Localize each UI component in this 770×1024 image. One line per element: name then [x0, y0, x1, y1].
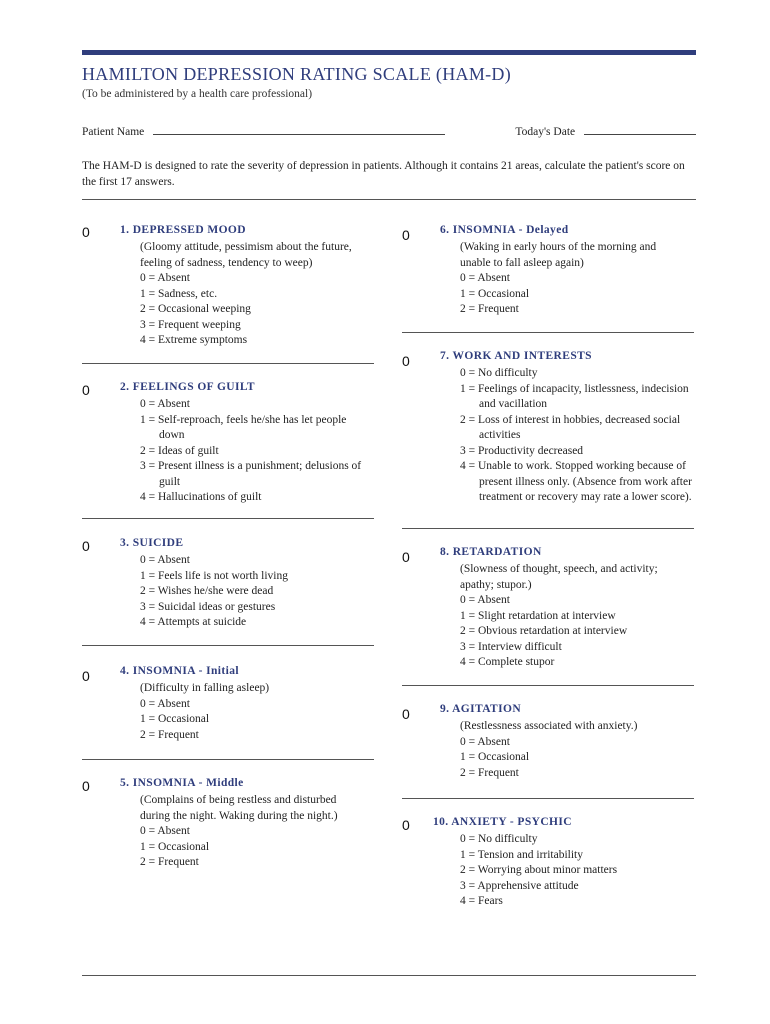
- item-options: [460, 832, 696, 910]
- page-title: HAMILTON DEPRESSION RATING SCALE (HAM-D): [82, 64, 512, 84]
- item-heading: 10. ANXIETY - PSYCHIC: [433, 816, 572, 828]
- item-heading: 3. SUICIDE: [120, 537, 184, 549]
- option-line: 3 = Present illness is a punishment; delusions of guilt: [140, 460, 362, 488]
- section-divider: [402, 685, 694, 686]
- option-line: (Waking in early hours of the morning and: [460, 241, 657, 253]
- score-value[interactable]: 0: [402, 227, 410, 243]
- option-line: during the night. Waking during the night.): [140, 809, 338, 822]
- option-line: 2 = Frequent: [460, 303, 519, 315]
- item-heading: 4. INSOMNIA - Initial: [120, 665, 239, 677]
- score-value[interactable]: 0: [402, 549, 410, 565]
- option-line: 1 = Occasional: [460, 751, 530, 763]
- patient-name-field[interactable]: [82, 124, 445, 138]
- item-heading: 7. WORK AND INTERESTS: [440, 350, 592, 362]
- option-line: 0 = Absent: [140, 825, 190, 837]
- option-line: 0 = Absent: [140, 697, 190, 710]
- option-line: 1 = Self-reproach, feels he/she has let people down: [140, 413, 347, 441]
- option-line: 1 = Tension and irritability: [460, 848, 584, 861]
- option-line: 0 = Absent: [460, 735, 510, 748]
- item-options: [460, 366, 698, 506]
- option-line: 3 = Suicidal ideas or gestures: [140, 600, 276, 613]
- option-line: 4 = Extreme symptoms: [140, 334, 248, 346]
- todays-date-blank[interactable]: [584, 124, 696, 135]
- todays-date-field[interactable]: [515, 124, 696, 138]
- option-line: 2 = Occasional weeping: [140, 303, 251, 315]
- score-value[interactable]: 0: [402, 353, 410, 369]
- option-line: 0 = Absent: [140, 554, 190, 566]
- section-divider: [402, 528, 694, 529]
- score-value[interactable]: 0: [82, 668, 90, 684]
- section-divider: [402, 332, 694, 333]
- option-line: 1 = Occasional: [140, 840, 210, 853]
- option-line: 2 = Frequent: [140, 728, 199, 741]
- option-line: (Complains of being restless and disturbed: [140, 794, 337, 806]
- item-heading: 9. AGITATION: [440, 703, 522, 715]
- score-value[interactable]: 0: [402, 706, 410, 722]
- option-line: 2 = Ideas of guilt: [140, 444, 219, 457]
- item-options: [140, 240, 376, 349]
- item-options: [140, 793, 376, 871]
- option-line: (Difficulty in falling asleep): [140, 682, 270, 694]
- option-line: 3 = Apprehensive attitude: [460, 879, 579, 892]
- option-line: 4 = Complete stupor: [460, 656, 555, 668]
- section-divider: [82, 645, 374, 646]
- option-line: 3 = Frequent weeping: [140, 318, 241, 331]
- option-line: 4 = Hallucinations of guilt: [140, 491, 262, 503]
- item-heading: 6. INSOMNIA - Delayed: [440, 224, 569, 236]
- section-divider: [82, 363, 374, 364]
- option-line: 2 = Frequent: [460, 766, 519, 779]
- option-line: 0 = Absent: [460, 594, 510, 606]
- item-options: [140, 397, 368, 506]
- item-options: [460, 719, 696, 781]
- option-line: apathy; stupor.): [460, 578, 532, 591]
- option-line: 0 = Absent: [140, 398, 190, 410]
- option-line: 0 = Absent: [460, 272, 510, 284]
- page-subtitle: (To be administered by a health care professional): [82, 88, 313, 100]
- option-line: 2 = Loss of interest in hobbies, decreased social activities: [460, 413, 681, 441]
- score-value[interactable]: 0: [82, 382, 90, 398]
- option-line: 0 = Absent: [140, 272, 190, 284]
- option-line: 0 = No difficulty: [460, 367, 538, 379]
- option-line: 2 = Wishes he/she were dead: [140, 585, 274, 597]
- option-line: 4 = Unable to work. Stopped working because of present illness only. (Absence from work after treatment or recovery may rate a lower score).: [460, 460, 692, 503]
- header-bar: [82, 50, 696, 55]
- option-line: 1 = Slight retardation at interview: [460, 609, 616, 622]
- item-options: [140, 681, 376, 743]
- option-line: 1 = Feels life is not worth living: [140, 569, 288, 582]
- item-heading: 5. INSOMNIA - Middle: [120, 777, 244, 789]
- section-divider: [82, 759, 374, 760]
- item-heading: 1. DEPRESSED MOOD: [120, 224, 246, 236]
- option-line: 4 = Fears: [460, 895, 503, 907]
- option-line: 1 = Sadness, etc.: [140, 287, 218, 300]
- item-options: [140, 553, 376, 631]
- option-line: (Gloomy attitude, pessimism about the future,: [140, 241, 352, 253]
- section-divider: [402, 798, 694, 799]
- option-line: unable to fall asleep again): [460, 256, 584, 269]
- score-value[interactable]: 0: [82, 778, 90, 794]
- todays-date-label: Today's Date: [515, 126, 576, 138]
- item-options: [460, 562, 696, 671]
- intro-divider: [82, 199, 696, 200]
- option-line: 1 = Feelings of incapacity, listlessness, indecision and vacillation: [460, 382, 689, 410]
- option-line: 2 = Worrying about minor matters: [460, 864, 618, 876]
- score-value[interactable]: 0: [82, 538, 90, 554]
- section-divider: [82, 518, 374, 519]
- score-value[interactable]: 0: [82, 224, 90, 240]
- option-line: (Restlessness associated with anxiety.): [460, 720, 638, 732]
- patient-name-blank[interactable]: [153, 124, 445, 135]
- option-line: 2 = Obvious retardation at interview: [460, 625, 628, 637]
- footer-divider: [82, 975, 696, 976]
- option-line: 1 = Occasional: [140, 713, 210, 725]
- score-value[interactable]: 0: [402, 817, 410, 833]
- option-line: 4 = Attempts at suicide: [140, 616, 247, 628]
- option-line: 3 = Productivity decreased: [460, 444, 584, 457]
- option-line: 3 = Interview difficult: [460, 640, 562, 653]
- item-heading: 8. RETARDATION: [440, 546, 542, 558]
- option-line: 2 = Frequent: [140, 856, 199, 868]
- option-line: 0 = No difficulty: [460, 833, 538, 845]
- intro-text: The HAM-D is designed to rate the severity of depression in patients. Although it contains 21 areas, calculate the patient's score on the first 17 answers.: [82, 160, 685, 188]
- option-line: 1 = Occasional: [460, 287, 530, 300]
- item-options: [460, 240, 696, 318]
- option-line: feeling of sadness, tendency to weep): [140, 256, 313, 269]
- option-line: (Slowness of thought, speech, and activity;: [460, 563, 658, 575]
- item-heading: 2. FEELINGS OF GUILT: [120, 381, 255, 393]
- patient-name-label: Patient Name: [82, 126, 145, 138]
